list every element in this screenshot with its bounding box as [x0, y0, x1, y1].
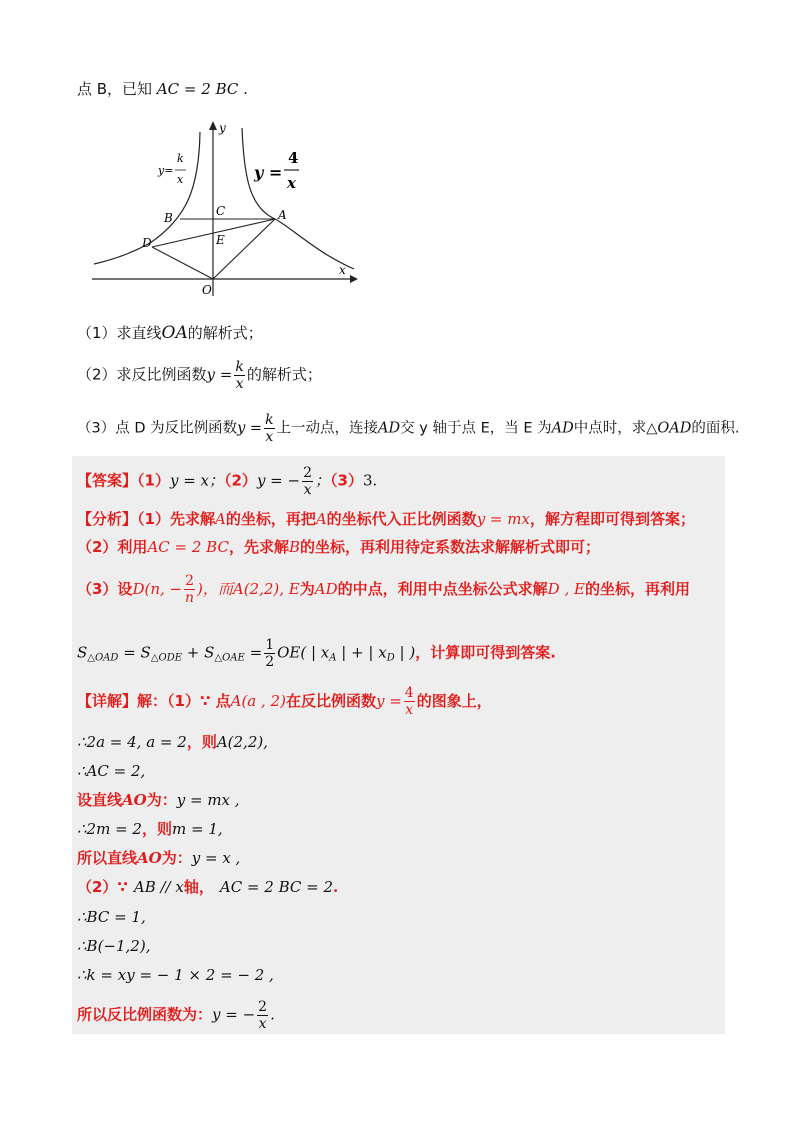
right-eq-num: 4 [288, 149, 299, 167]
q2-y: y = [206, 365, 233, 384]
detail-line-5 [77, 818, 223, 840]
q3-num: k [265, 412, 274, 428]
detail-l5c: m = 1, [171, 820, 223, 838]
detail-l1-fraction [404, 686, 415, 717]
analysis-l3D: D(n, − [132, 580, 183, 598]
analysis-l4s2: △ODE [150, 652, 183, 664]
intro-line [77, 78, 248, 100]
q3-pre: （3）点 D 为反比例函数 [77, 420, 238, 437]
right-eq-den: x [287, 174, 296, 192]
detail-l7b: AB // x [133, 878, 184, 896]
answer-2-y: y = − [256, 471, 301, 490]
detail-tag: 【详解】解： [77, 692, 168, 710]
detail-l1num: 4 [404, 685, 414, 701]
label-y: y [219, 121, 226, 135]
analysis-l4xd: D [386, 652, 395, 664]
q2-den: x [235, 376, 244, 392]
detail-line-3 [77, 760, 145, 782]
intro-text: 点 B，已知 [77, 80, 153, 98]
detail-l6d: y = x , [191, 849, 241, 867]
analysis-l3DE: D , E [547, 580, 585, 598]
label-O: O [202, 283, 212, 297]
detail-l4d: y = mx , [176, 791, 240, 809]
detail-l1A: A(a , 2) [230, 692, 286, 710]
detail-line-10 [77, 964, 274, 986]
q2-text: （2）求反比例函数 [77, 365, 207, 384]
detail-l4b: AO [122, 791, 147, 809]
q1-tail: 的解析式； [187, 324, 263, 342]
analysis-l1eq: y = mx [476, 510, 530, 528]
detail-l6b: AO [137, 849, 162, 867]
analysis-l3num: 2 [185, 573, 195, 589]
detail-l6c: 为： [161, 849, 192, 867]
q3-oad: OAD [657, 420, 692, 437]
detail-l7a: （2）∵ [77, 878, 128, 896]
q3-end: 的面积. [691, 420, 740, 437]
detail-l11-fraction [257, 1000, 268, 1031]
q3-ad: AD [378, 420, 401, 437]
detail-l11den: x [258, 1016, 267, 1032]
answer-p2: （2） [224, 471, 257, 490]
analysis-l4tail: ，计算即可得到答案. [415, 643, 556, 662]
label-x: x [339, 263, 346, 277]
analysis-l2a: （2）利用 [77, 538, 148, 556]
detail-line-6 [77, 847, 240, 869]
detail-l4c: 为： [146, 791, 177, 809]
left-eq-num: k [177, 152, 184, 165]
answer-2-sep: ； [315, 471, 331, 490]
analysis-line-1 [77, 508, 695, 530]
detail-l7e: . [333, 878, 339, 896]
q3-fraction [264, 413, 274, 444]
left-eq-y: y= [158, 164, 174, 177]
right-eq-y: y = [254, 163, 283, 182]
label-B: B [164, 211, 173, 225]
detail-line-9 [77, 935, 150, 957]
analysis-l1b: 的坐标，再把 [225, 510, 316, 528]
q2-fraction [234, 360, 244, 391]
detail-l11num: 2 [258, 999, 268, 1015]
analysis-line-4 [77, 638, 556, 670]
analysis-l2eq: AC = 2 BC [147, 538, 229, 556]
function-graph [92, 118, 362, 298]
detail-l9: ∴B(−1,2), [77, 937, 151, 955]
detail-line-7 [77, 876, 338, 898]
analysis-l2c: 的坐标，再利用待定系数法求解解析式即可； [300, 538, 601, 556]
label-A: A [278, 208, 287, 222]
analysis-l4S: S [77, 643, 88, 662]
q3-ad2: AD [551, 420, 574, 437]
detail-l11a: 所以反比例函数为： [77, 1005, 213, 1024]
analysis-l4plus: + S [182, 643, 215, 662]
detail-line-4 [77, 789, 240, 811]
y-axis-arrow [209, 121, 217, 130]
detail-l2c: A(2,2), [216, 733, 268, 751]
segment-OD [152, 247, 213, 279]
analysis-l3AD: AD [314, 580, 338, 598]
analysis-l3D2: )，而 [197, 580, 233, 598]
detail-l2b: ，则 [186, 733, 217, 751]
q2-num: k [235, 359, 244, 375]
analysis-l3-fraction [184, 574, 195, 605]
detail-l7d: AC = 2 BC = 2 [219, 878, 334, 896]
q3-mid: 上一动点，连接 [276, 420, 379, 437]
detail-l7c: 轴， [183, 878, 214, 896]
analysis-l4s3: △OAE [214, 652, 245, 664]
analysis-l2B: B [288, 538, 300, 556]
detail-l11end: . [270, 1005, 275, 1024]
q1-var: OA [161, 323, 188, 343]
detail-l5b: ，则 [141, 820, 172, 838]
question-1 [77, 322, 263, 344]
answer-line [77, 466, 377, 497]
analysis-l2b: ，先求解 [228, 538, 289, 556]
question-2 [77, 360, 322, 391]
detail-l1c: 的图象上， [416, 692, 492, 710]
analysis-l1A2: A [315, 510, 327, 528]
analysis-l3c: 的中点，利用中点坐标公式求解 [337, 580, 548, 598]
q1-text: （1）求直线 [77, 324, 162, 342]
analysis-l3d: 的坐标，再利用 [584, 580, 690, 598]
question-3 [77, 413, 739, 444]
detail-l5: ∴2m = 2 [77, 820, 142, 838]
answer-2-fraction [302, 466, 313, 497]
answer-tag: 【答案】 [77, 471, 138, 490]
detail-line-11 [77, 1000, 275, 1031]
detail-l6a: 所以直线 [77, 849, 138, 867]
detail-line-2 [77, 731, 268, 753]
answer-2-num: 2 [303, 465, 313, 481]
analysis-tag: 【分析】 [77, 510, 138, 528]
detail-l11y: y = − [212, 1005, 256, 1024]
q2-tail: 的解析式； [246, 365, 322, 384]
analysis-l4eq2: = [244, 643, 263, 662]
segment-OA [213, 219, 275, 279]
detail-l2: ∴2a = 4, a = 2 [77, 733, 187, 751]
detail-l10: ∴k = xy = − 1 × 2 = − 2 , [77, 966, 274, 984]
detail-l1b: 在反比例函数 [285, 692, 376, 710]
detail-line-8 [77, 906, 146, 928]
detail-l1den: x [405, 702, 414, 718]
detail-l1y: y = [375, 692, 402, 710]
label-D: D [142, 236, 152, 250]
analysis-l4OE: OE( | x [277, 643, 330, 662]
analysis-l4-fraction [264, 638, 275, 669]
analysis-l4s1: △OAD [87, 652, 119, 664]
analysis-line-2 [77, 536, 600, 558]
detail-line-1 [77, 686, 492, 717]
intro-condition: AC = 2 BC . [156, 80, 248, 98]
analysis-l3b: 为 [299, 580, 315, 598]
analysis-l4xa: A [329, 652, 337, 664]
analysis-l3a: （3）设 [77, 580, 133, 598]
left-eq-den: x [177, 173, 184, 186]
x-axis-arrow [350, 275, 358, 283]
label-E: E [216, 233, 225, 247]
answer-2-den: x [303, 482, 312, 498]
analysis-line-3 [77, 574, 690, 605]
analysis-l1a: （1）先求解 [137, 510, 215, 528]
answer-3: 3. [362, 471, 378, 490]
analysis-l1A: A [214, 510, 226, 528]
label-C: C [216, 204, 226, 218]
analysis-l4den: 2 [265, 654, 275, 670]
analysis-l4num: 1 [265, 637, 275, 653]
answer-p1: （1） [137, 471, 170, 490]
analysis-l3den: n [185, 590, 195, 606]
q3-tail: 中点时，求△ [573, 420, 658, 437]
analysis-l4eq: = S [118, 643, 151, 662]
detail-l3: ∴AC = 2, [77, 762, 146, 780]
q3-mid2: 交 y 轴于点 E，当 E 为 [400, 420, 552, 437]
analysis-l1c: 的坐标代入正比例函数 [326, 510, 477, 528]
detail-l4a: 设直线 [77, 791, 123, 809]
detail-l1a: （1）∵ 点 [167, 692, 231, 710]
answer-1: y = x； [169, 471, 224, 490]
analysis-l3A: A(2,2), E [232, 580, 300, 598]
answer-p3: （3） [330, 471, 363, 490]
q3-den: x [265, 429, 274, 445]
q3-y: y = [237, 420, 263, 437]
analysis-l1d: ，解方程即可得到答案； [529, 510, 695, 528]
detail-l8: ∴BC = 1, [77, 908, 146, 926]
analysis-l4mid: | + | x [336, 643, 387, 662]
analysis-l4end: | ) [394, 643, 416, 662]
